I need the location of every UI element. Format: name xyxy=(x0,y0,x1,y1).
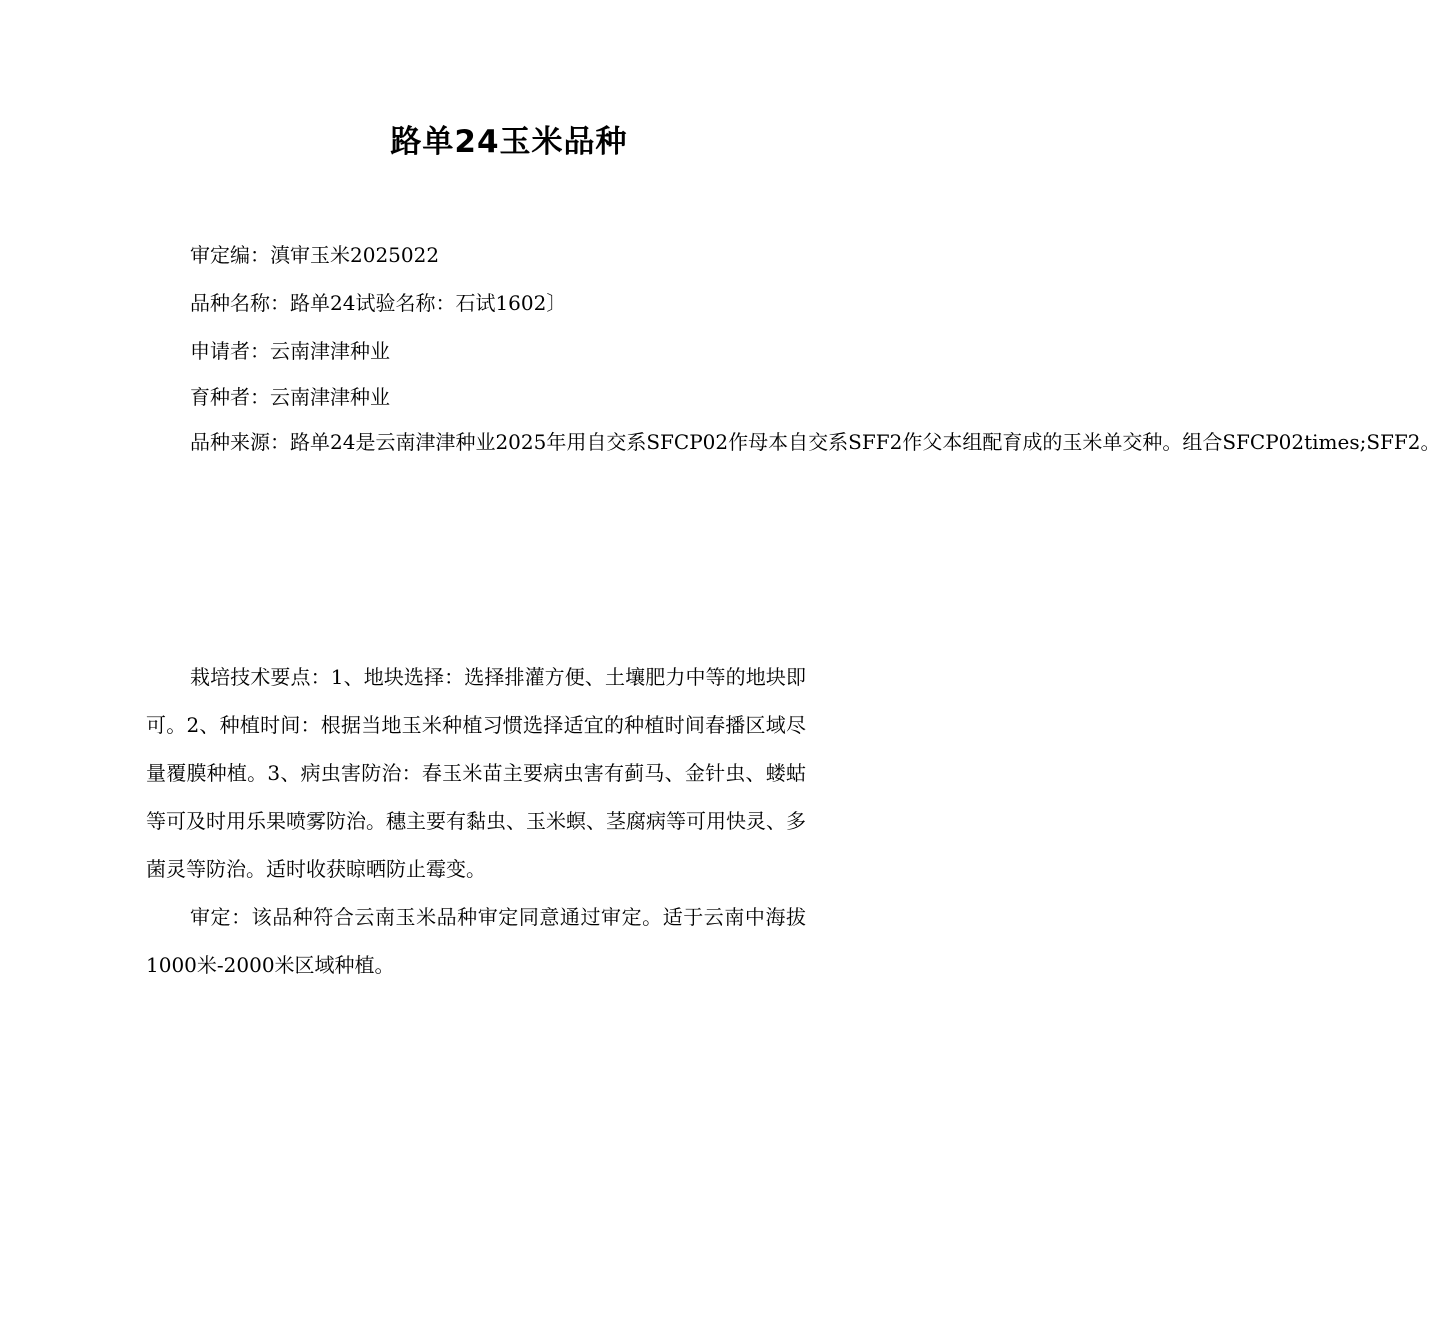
approval-number-field xyxy=(146,231,806,279)
document-title: 路单24玉米品种 xyxy=(390,124,628,160)
breeder-field xyxy=(146,375,806,419)
variety-name-field xyxy=(146,279,806,327)
variety-source-paragraph: 品种来源：路单24是云南津津种业2025年用自交系SFCP02作母本自交系SFF2作父本组配育成的玉米单交种。组合SFCP02times;SFF2。 xyxy=(190,430,1441,454)
field-value: 云南津津种业 xyxy=(270,385,390,409)
field-value: 滇审玉米2025022 xyxy=(270,243,440,267)
cultivation-paragraph: 栽培技术要点：1、地块选择：选择排灌方便、土壤肥力中等的地块即可。2、种植时间：根据当地玉米种植习惯选择适宜的种植时间春播区域尽量覆膜种植。3、病虫害防治：春玉米苗主要病虫害有蓟马、金针虫、蝼蛄等可及时用乐果喷雾防治。穗主要有黏虫、玉米螟、茎腐病等可用快灵、多菌灵等防治。适时收获晾晒防止霉变。 xyxy=(146,665,806,881)
field-label: 品种名称： xyxy=(190,291,290,315)
field-label: 申请者： xyxy=(190,339,270,363)
field-label: 审定编： xyxy=(190,243,270,267)
field-value: 云南津津种业 xyxy=(270,339,390,363)
variety-details xyxy=(146,231,1441,465)
field-label: 育种者： xyxy=(190,385,270,409)
applicant-field xyxy=(146,327,806,375)
field-value: 路单24试验名称：石试1602〕 xyxy=(290,291,567,315)
approval-paragraph: 审定：该品种符合云南玉米品种审定同意通过审定。适于云南中海拔1000米-2000米区域种植。 xyxy=(146,905,806,977)
cultivation-section xyxy=(146,653,806,989)
